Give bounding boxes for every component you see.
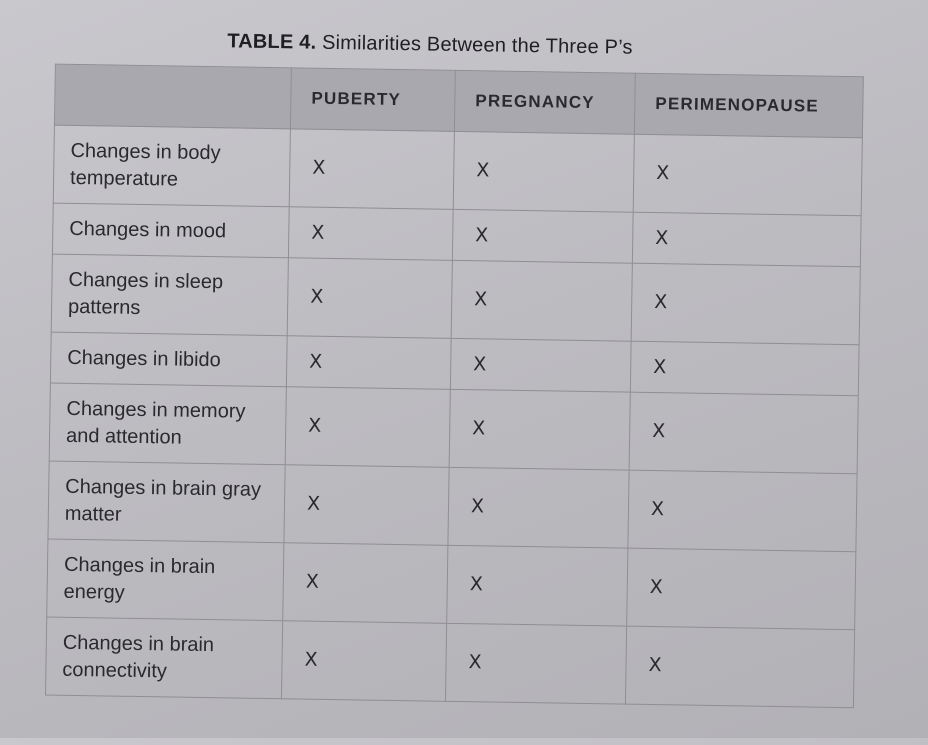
header-pregnancy: PREGNANCY xyxy=(454,70,635,134)
row-label: Changes in body temperature xyxy=(53,125,290,207)
pregnancy-mark: X xyxy=(450,338,631,392)
pregnancy-mark: X xyxy=(451,260,632,341)
table-body xyxy=(46,125,863,708)
puberty-mark: X xyxy=(285,387,450,468)
puberty-mark: X xyxy=(287,258,452,339)
pregnancy-mark: X xyxy=(447,545,628,626)
perimenopause-mark: X xyxy=(629,392,858,474)
pregnancy-mark: X xyxy=(449,389,630,470)
puberty-mark: X xyxy=(288,207,453,261)
table-row xyxy=(47,539,856,630)
row-label: Changes in brain energy xyxy=(47,539,284,621)
perimenopause-mark: X xyxy=(632,212,861,267)
row-label: Changes in memory and attention xyxy=(49,383,286,465)
puberty-mark: X xyxy=(283,543,448,624)
row-label: Changes in libido xyxy=(50,332,287,387)
pregnancy-mark: X xyxy=(453,131,634,212)
pregnancy-mark: X xyxy=(448,467,629,548)
perimenopause-mark: X xyxy=(630,341,859,396)
similarities-table-container xyxy=(45,64,863,709)
perimenopause-mark: X xyxy=(628,470,857,552)
row-label: Changes in sleep patterns xyxy=(51,254,288,336)
header-perimenopause: PERIMENOPAUSE xyxy=(634,73,863,138)
perimenopause-mark: X xyxy=(627,548,856,630)
puberty-mark: X xyxy=(286,336,451,390)
table-title: Similarities Between the Three P’s xyxy=(321,31,633,59)
table-row xyxy=(53,125,862,216)
puberty-mark: X xyxy=(284,465,449,546)
table-number: TABLE 4. xyxy=(227,30,317,54)
row-label: Changes in brain gray matter xyxy=(48,461,285,543)
pregnancy-mark: X xyxy=(452,209,633,263)
row-label: Changes in mood xyxy=(52,203,289,258)
table-row xyxy=(49,383,858,474)
similarities-table xyxy=(45,64,864,709)
header-puberty: PUBERTY xyxy=(290,68,455,132)
table-row xyxy=(51,254,860,345)
puberty-mark: X xyxy=(281,621,446,702)
pregnancy-mark: X xyxy=(445,623,626,704)
table-row xyxy=(48,461,857,552)
table-row xyxy=(46,617,855,708)
perimenopause-mark: X xyxy=(625,626,854,708)
perimenopause-mark: X xyxy=(631,263,860,345)
header-empty-cell xyxy=(54,64,291,129)
perimenopause-mark: X xyxy=(633,134,862,216)
puberty-mark: X xyxy=(289,129,454,210)
table-caption xyxy=(227,30,633,59)
row-label: Changes in brain connectivity xyxy=(46,617,283,699)
